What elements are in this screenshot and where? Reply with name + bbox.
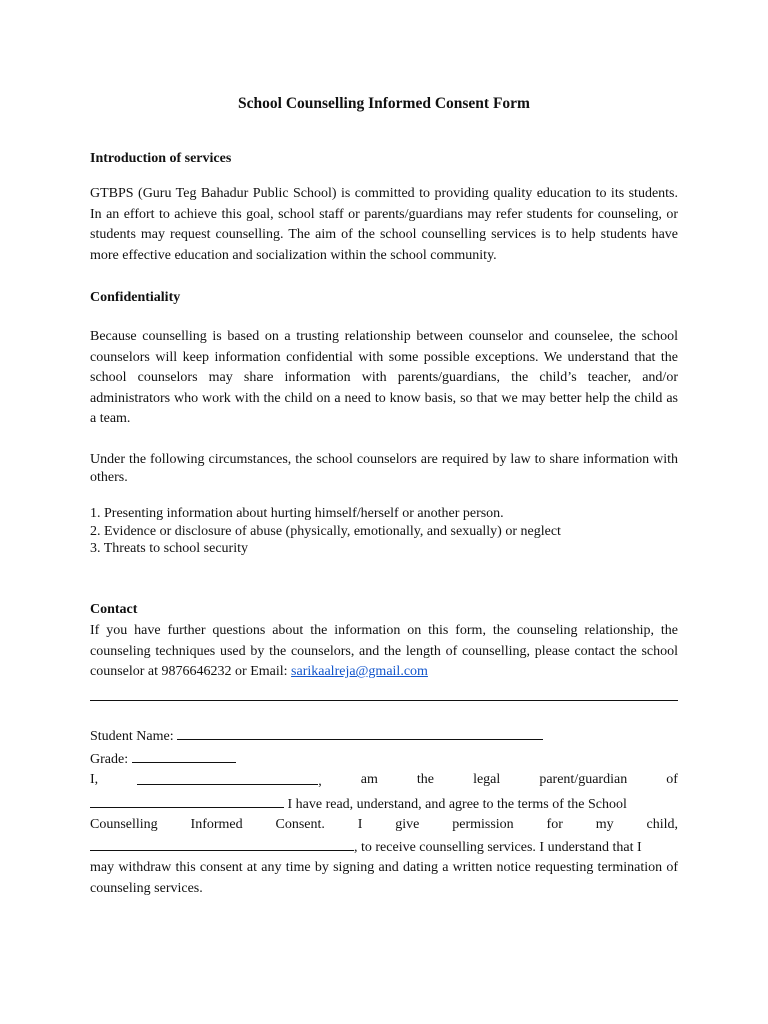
child-name-field[interactable]	[90, 836, 354, 851]
parent-name-field[interactable]	[137, 770, 318, 785]
declaration-word: legal	[473, 772, 501, 787]
list-item: 3. Threats to school security	[90, 541, 248, 556]
declaration-word: give	[395, 817, 420, 832]
declaration-word: I	[357, 817, 363, 832]
circumstances-paragraph: Under the following circumstances, the school counselors are required by law to share information with others.	[90, 452, 678, 485]
declaration-word: for	[546, 817, 563, 832]
declaration-word: parent/guardian	[539, 772, 628, 787]
contact-text: If you have further questions about the information on this form, the counseling relationship, the counseling techniques used by the counselors, and the length of counselling, please contact the school counselor at 9876646232 or Email:	[90, 623, 678, 680]
grade-row	[90, 748, 678, 771]
grade-label: Grade:	[90, 751, 129, 767]
declaration-word: the	[416, 772, 435, 787]
child-name-row	[90, 836, 678, 859]
withdraw-statement: may withdraw this consent at any time by signing and dating a written notice requesting termination of counseling services.	[90, 860, 678, 896]
student-name-field[interactable]	[177, 725, 543, 740]
permission-row	[90, 815, 678, 836]
parent-declaration-row	[90, 770, 678, 793]
email-link[interactable]: sarikaalreja@gmail.com	[291, 664, 428, 680]
declaration-word: ,	[318, 774, 322, 789]
declaration-word: Consent.	[275, 817, 325, 832]
confidentiality-heading: Confidentiality	[90, 290, 181, 305]
declaration-word: of	[666, 772, 678, 787]
student-name-label: Student Name:	[90, 729, 174, 744]
divider-line	[90, 700, 678, 701]
exceptions-list	[90, 505, 678, 558]
consent-signature-form	[90, 725, 678, 899]
declaration-word: child,	[646, 817, 678, 832]
student-name-row	[90, 725, 678, 748]
intro-heading: Introduction of services	[90, 151, 232, 166]
declaration-word: Counselling	[90, 817, 158, 832]
declaration-word: am	[360, 772, 378, 787]
parent-name-group	[137, 770, 322, 793]
declaration-word: Informed	[190, 817, 243, 832]
list-item: 2. Evidence or disclosure of abuse (physically, emotionally, and sexually) or neglect	[90, 523, 561, 539]
list-item: 1. Presenting information about hurting himself/herself or another person.	[90, 506, 504, 521]
agreement-text: I have read, understand, and agree to the terms of the School	[284, 796, 627, 812]
child-of-row	[90, 793, 678, 816]
page-title: School Counselling Informed Consent Form	[238, 95, 530, 112]
receive-text: , to receive counselling services. I understand that I	[354, 839, 642, 855]
child-relation-field[interactable]	[90, 793, 284, 808]
declaration-word: I,	[90, 772, 99, 787]
intro-paragraph: GTBPS (Guru Teg Bahadur Public School) is committed to providing quality education to its students. In an effort to achieve this goal, school staff or parents/guardians may refer students for counseling, or students may request counselling. The aim of the school counselling services is to help students have more effective education and socialization within the school community.	[90, 186, 678, 263]
confidentiality-paragraph: Because counselling is based on a trusting relationship between counselor and counselee, the school counselors will keep information confidential with some possible exceptions. We understand that the school counselors may share information with parents/guardians, the child’s teacher, and/or administrators who work with the child on a need to know basis, so that we may better help the child as a team.	[90, 329, 678, 427]
contact-heading: Contact	[90, 602, 138, 617]
grade-field[interactable]	[132, 748, 236, 763]
declaration-word: permission	[452, 817, 514, 832]
contact-paragraph	[90, 621, 678, 683]
declaration-word: my	[595, 817, 614, 832]
